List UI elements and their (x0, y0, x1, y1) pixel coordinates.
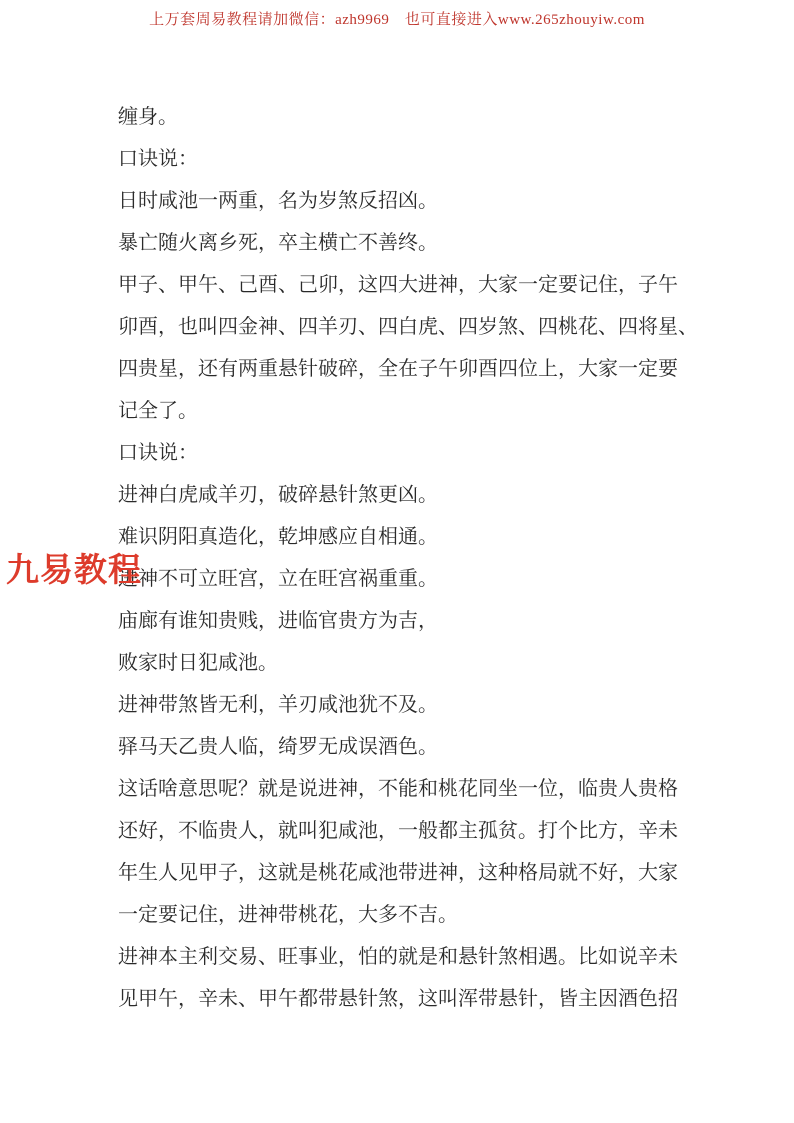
text-line: 记全了。 (118, 400, 198, 422)
text-line: 驿马天乙贵人临，绮罗无成误酒色。 (118, 736, 438, 758)
text-line: 进神本主利交易、旺事业，怕的就是和悬针煞相遇。比如说辛未 (118, 946, 678, 968)
text-line: 进神不可立旺宫，立在旺宫祸重重。 (118, 568, 438, 590)
text-line: 败家时日犯咸池。 (118, 652, 278, 674)
text-line: 进神白虎咸羊刃，破碎悬针煞更凶。 (118, 484, 438, 506)
text-line: 这话啥意思呢？就是说进神，不能和桃花同坐一位，临贵人贵格 (118, 778, 678, 800)
text-line: 口诀说： (118, 442, 198, 464)
text-line: 日时咸池一两重，名为岁煞反招凶。 (118, 190, 438, 212)
text-line: 庙廊有谁知贵贱，进临官贵方为吉， (118, 610, 438, 632)
text-line: 难识阴阳真造化，乾坤感应自相通。 (118, 526, 438, 548)
text-line: 四贵星，还有两重悬针破碎，全在子午卯酉四位上，大家一定要 (118, 358, 678, 380)
text-line: 见甲午，辛未、甲午都带悬针煞，这叫浑带悬针，皆主因酒色招 (118, 988, 678, 1010)
text-line: 进神带煞皆无利，羊刃咸池犹不及。 (118, 694, 438, 716)
watermark: 九易教程 (6, 551, 142, 588)
text-line: 一定要记住，进神带桃花，大多不吉。 (118, 904, 458, 926)
text-line: 口诀说： (118, 148, 198, 170)
text-line: 甲子、甲午、己酉、己卯，这四大进神，大家一定要记住，子午 (118, 274, 678, 296)
text-line: 暴亡随火离乡死，卒主横亡不善终。 (118, 232, 438, 254)
text-line: 还好，不临贵人，就叫犯咸池，一般都主孤贫。打个比方，辛未 (118, 820, 678, 842)
text-line: 年生人见甲子，这就是桃花咸池带进神，这种格局就不好，大家 (118, 862, 678, 884)
document-body (118, 96, 698, 1020)
text-line: 卯酉，也叫四金神、四羊刃、四白虎、四岁煞、四桃花、四将星、 (118, 316, 698, 338)
text-line: 缠身。 (118, 106, 178, 128)
page-header-text: 上万套周易教程请加微信：azh9969 也可直接进入www.265zhouyiw.com (149, 12, 645, 28)
